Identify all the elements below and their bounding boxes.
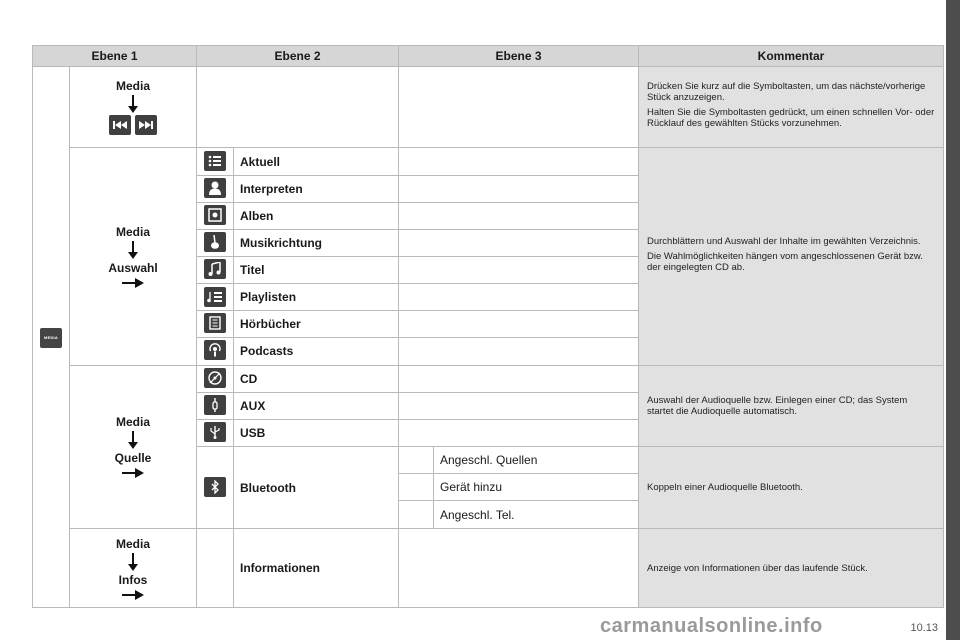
usb-icon-cell [197,419,234,446]
arrow-down-icon [128,553,138,571]
menu-item-cd[interactable]: CD [234,365,399,392]
artist-icon [204,178,226,198]
browse-media-label: Media [115,225,150,239]
header-row [33,46,944,67]
menu-item-playlisten[interactable]: Playlisten [234,284,399,311]
arrow-down-icon [128,241,138,259]
info-level1 [70,529,197,608]
menu-item-titel[interactable]: Titel [234,257,399,284]
level1-cell [33,67,70,608]
bluetooth-spacer [399,501,434,529]
menu-item-podcasts[interactable]: Podcasts [234,338,399,365]
bluetooth-comment: Koppeln einer Audioquelle Bluetooth. [639,446,944,528]
audiobook-icon-cell [197,311,234,338]
info-comment: Anzeige von Informationen über das laufende Stück. [639,529,944,608]
menu-item-aux[interactable]: AUX [234,392,399,419]
row-aktuell [33,148,944,175]
browse-comment-p1: Durchblättern und Auswahl der Inhalte im gewählten Verzeichnis. [647,236,921,247]
titel-level3-empty [399,257,639,284]
cd-icon [204,368,226,388]
info-infos-label: Infos [118,572,148,587]
source-level1 [70,365,197,529]
aux-jack-icon [204,395,226,415]
browse-comment [639,148,944,365]
music-note-icon [204,259,226,279]
info-level3-empty [399,529,639,608]
bluetooth-sub-angeschl-tel[interactable]: Angeschl. Tel. [434,501,639,529]
guitar-icon [204,232,226,252]
podcast-icon-cell [197,338,234,365]
aux-icon-cell [197,392,234,419]
album-icon-cell [197,202,234,229]
cd-icon-cell [197,365,234,392]
cd-level3-empty [399,365,639,392]
info-media-label: Media [115,536,150,551]
row-info [33,529,944,608]
bluetooth-spacer [399,474,434,501]
usb-level3-empty [399,419,639,446]
menu-item-usb[interactable]: USB [234,419,399,446]
browse-comment-p2: Die Wahlmöglichkeiten hängen vom angeschlossenen Gerät bzw. der eingelegten CD ab. [647,251,923,273]
watermark: carmanualsonline.info [600,615,823,637]
tracks-level3-empty [399,67,639,148]
info-icon-empty [197,529,234,608]
book-icon [204,313,226,333]
browse-auswahl-label: Auswahl [108,261,158,275]
menu-item-informationen[interactable]: Informationen [234,529,399,608]
menu-item-aktuell[interactable]: Aktuell [234,148,399,175]
source-quelle-label: Quelle [114,451,152,466]
row-tracks [33,67,944,148]
next-track-icon [135,115,157,135]
podcasts-level3-empty [399,338,639,365]
playlist-icon [204,287,226,307]
page-edge-bar [946,0,960,640]
arrow-right-icon [122,278,144,288]
bluetooth-icon-cell [197,446,234,528]
bluetooth-spacer [399,446,434,473]
aktuell-level3-empty [399,148,639,175]
aux-level3-empty [399,392,639,419]
menu-item-bluetooth[interactable]: Bluetooth [234,446,399,528]
musikrichtung-level3-empty [399,229,639,256]
tracks-level2-empty [197,67,399,148]
playlisten-level3-empty [399,284,639,311]
list-icon [204,151,226,171]
browse-level1 [70,148,197,365]
tracks-level1 [70,67,197,148]
header-ebene-2: Ebene 2 [197,46,399,67]
media-button-icon: MEDIA [40,328,62,348]
media-menu-table [32,45,944,608]
source-media-label: Media [115,415,150,430]
menu-item-alben[interactable]: Alben [234,202,399,229]
menu-item-hoerbuecher[interactable]: Hörbücher [234,311,399,338]
list-icon-cell [197,148,234,175]
tracks-media-label: Media [115,79,150,94]
alben-level3-empty [399,202,639,229]
tracks-comment-p1: Drücken Sie kurz auf die Symboltasten, um das nächste/vorherige Stück anzuzeigen. [647,81,926,104]
page-number: 10.13 [910,622,938,634]
header-ebene-3: Ebene 3 [399,46,639,67]
tracks-comment [639,67,944,148]
arrow-right-icon [122,590,144,600]
row-cd [33,365,944,392]
tracks-comment-p2: Halten Sie die Symboltasten gedrückt, um einen schnellen Vor- oder Rücklauf des gewählten Stücks vorzunehmen. [647,107,935,130]
bluetooth-icon [204,477,226,497]
interpreten-level3-empty [399,175,639,202]
source-comment: Auswahl der Audioquelle bzw. Einlegen einer CD; das System startet die Audioquelle automatisch. [639,365,944,446]
genre-icon-cell [197,229,234,256]
arrow-right-icon [122,468,144,478]
header-ebene-1: Ebene 1 [33,46,197,67]
menu-item-interpreten[interactable]: Interpreten [234,175,399,202]
hoerbuecher-level3-empty [399,311,639,338]
title-icon-cell [197,257,234,284]
bluetooth-sub-geraet-hinzu[interactable]: Gerät hinzu [434,474,639,501]
bluetooth-sub-angeschl-quellen[interactable]: Angeschl. Quellen [434,446,639,473]
menu-item-musikrichtung[interactable]: Musikrichtung [234,229,399,256]
header-kommentar: Kommentar [639,46,944,67]
previous-track-icon [109,115,131,135]
usb-icon [204,422,226,442]
artist-icon-cell [197,175,234,202]
playlist-icon-cell [197,284,234,311]
podcast-icon [204,340,226,360]
arrow-down-icon [128,95,138,113]
album-icon [204,205,226,225]
arrow-down-icon [128,431,138,449]
